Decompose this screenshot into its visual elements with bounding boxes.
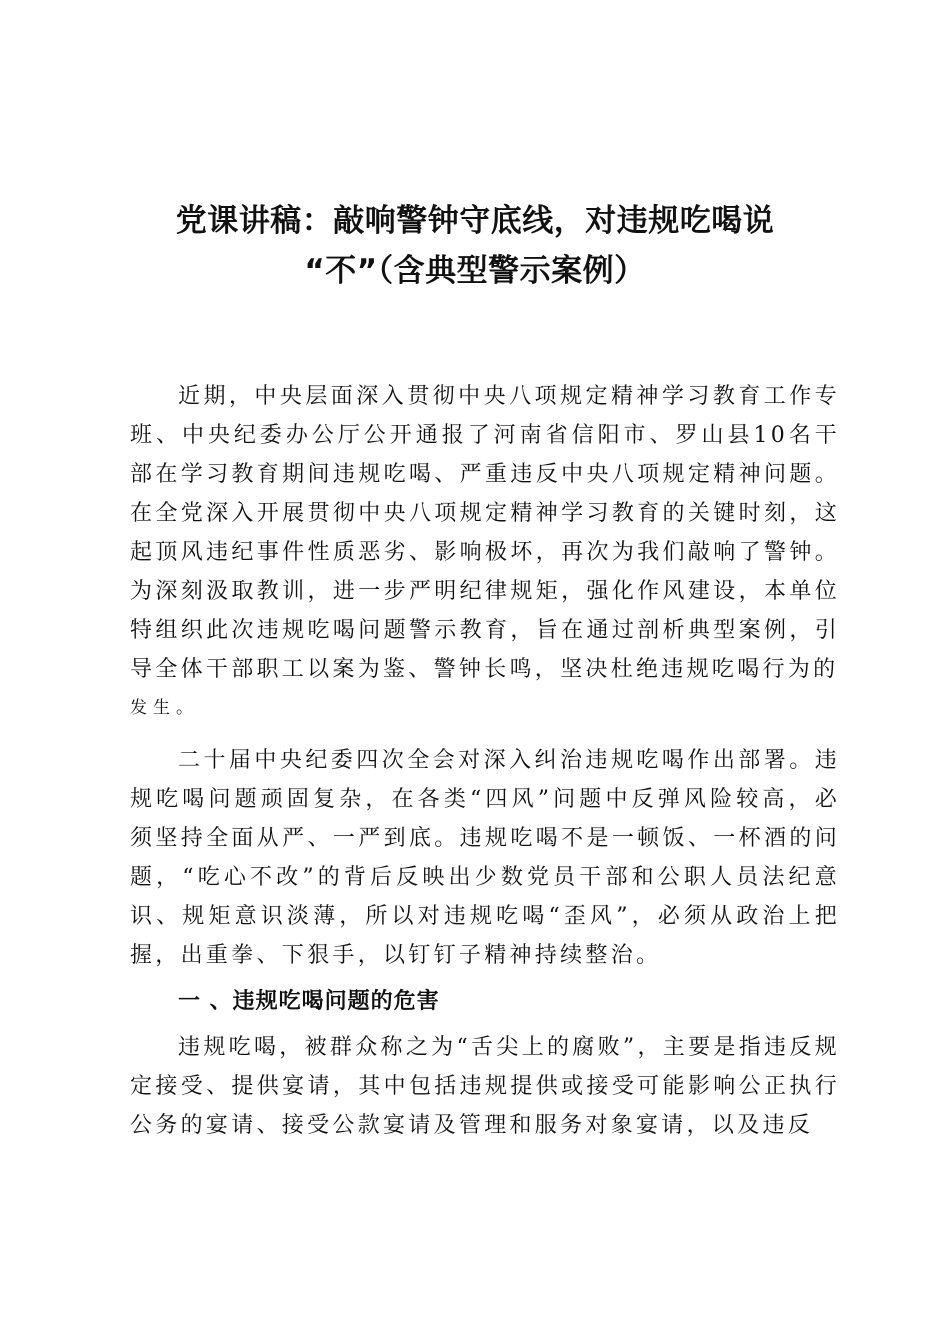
paragraph-intro	[130, 377, 840, 728]
section-heading-1: 一 、违规吃喝问题的危害	[178, 989, 440, 1014]
paragraph-plenary: 二十届中央纪委四次全会对深入纠治违规吃喝作出部署。违规吃喝问题顽固复杂，在各类“四风”问题中反弹风险较高，必须坚持全面从严、一严到底。违规吃喝不是一顿饭、一杯酒的问题，“吃心不改”的背后反映出少数党员干部和公职人员法纪意识、规矩意识淡薄，所以对违规吃喝“歪风”，必须从政治上把握，出重拳、下狠手，以钉钉子精神持续整治。	[130, 748, 840, 968]
title-line-2: “不”（含典型警示案例）	[304, 253, 646, 289]
paragraph-intro-end: 发生。	[130, 698, 199, 718]
document-body	[130, 377, 840, 1145]
title-line-1: 党课讲稿：敲响警钟守底线，对违规吃喝说	[175, 203, 775, 239]
paragraph-intro-text: 近期，中央层面深入贯彻中央八项规定精神学习教育工作专班、中央纪委办公厅公开通报了河南省信阳市、罗山县10名干部在学习教育期间违规吃喝、严重违反中央八项规定精神问题。在全党深入开展贯彻中央八项规定精神学习教育的关键时刻，这起顶风违纪事件性质恶劣、影响极坏，再次为我们敲响了警钟。为深刻汲取教训，进一步严明纪律规矩，强化作风建设，本单位特组织此次违规吃喝问题警示教育，旨在通过剖析典型案例，引导全体干部职工以案为鉴、警钟长鸣，坚决杜绝违规吃喝行为的	[130, 384, 840, 682]
document-title	[100, 196, 850, 296]
paragraph-harm: 违规吃喝，被群众称之为“舌尖上的腐败”，主要是指违反规定接受、提供宴请，其中包括违规提供或接受可能影响公正执行公务的宴请、接受公款宴请及管理和服务对象宴请，以及违反	[130, 1035, 840, 1138]
